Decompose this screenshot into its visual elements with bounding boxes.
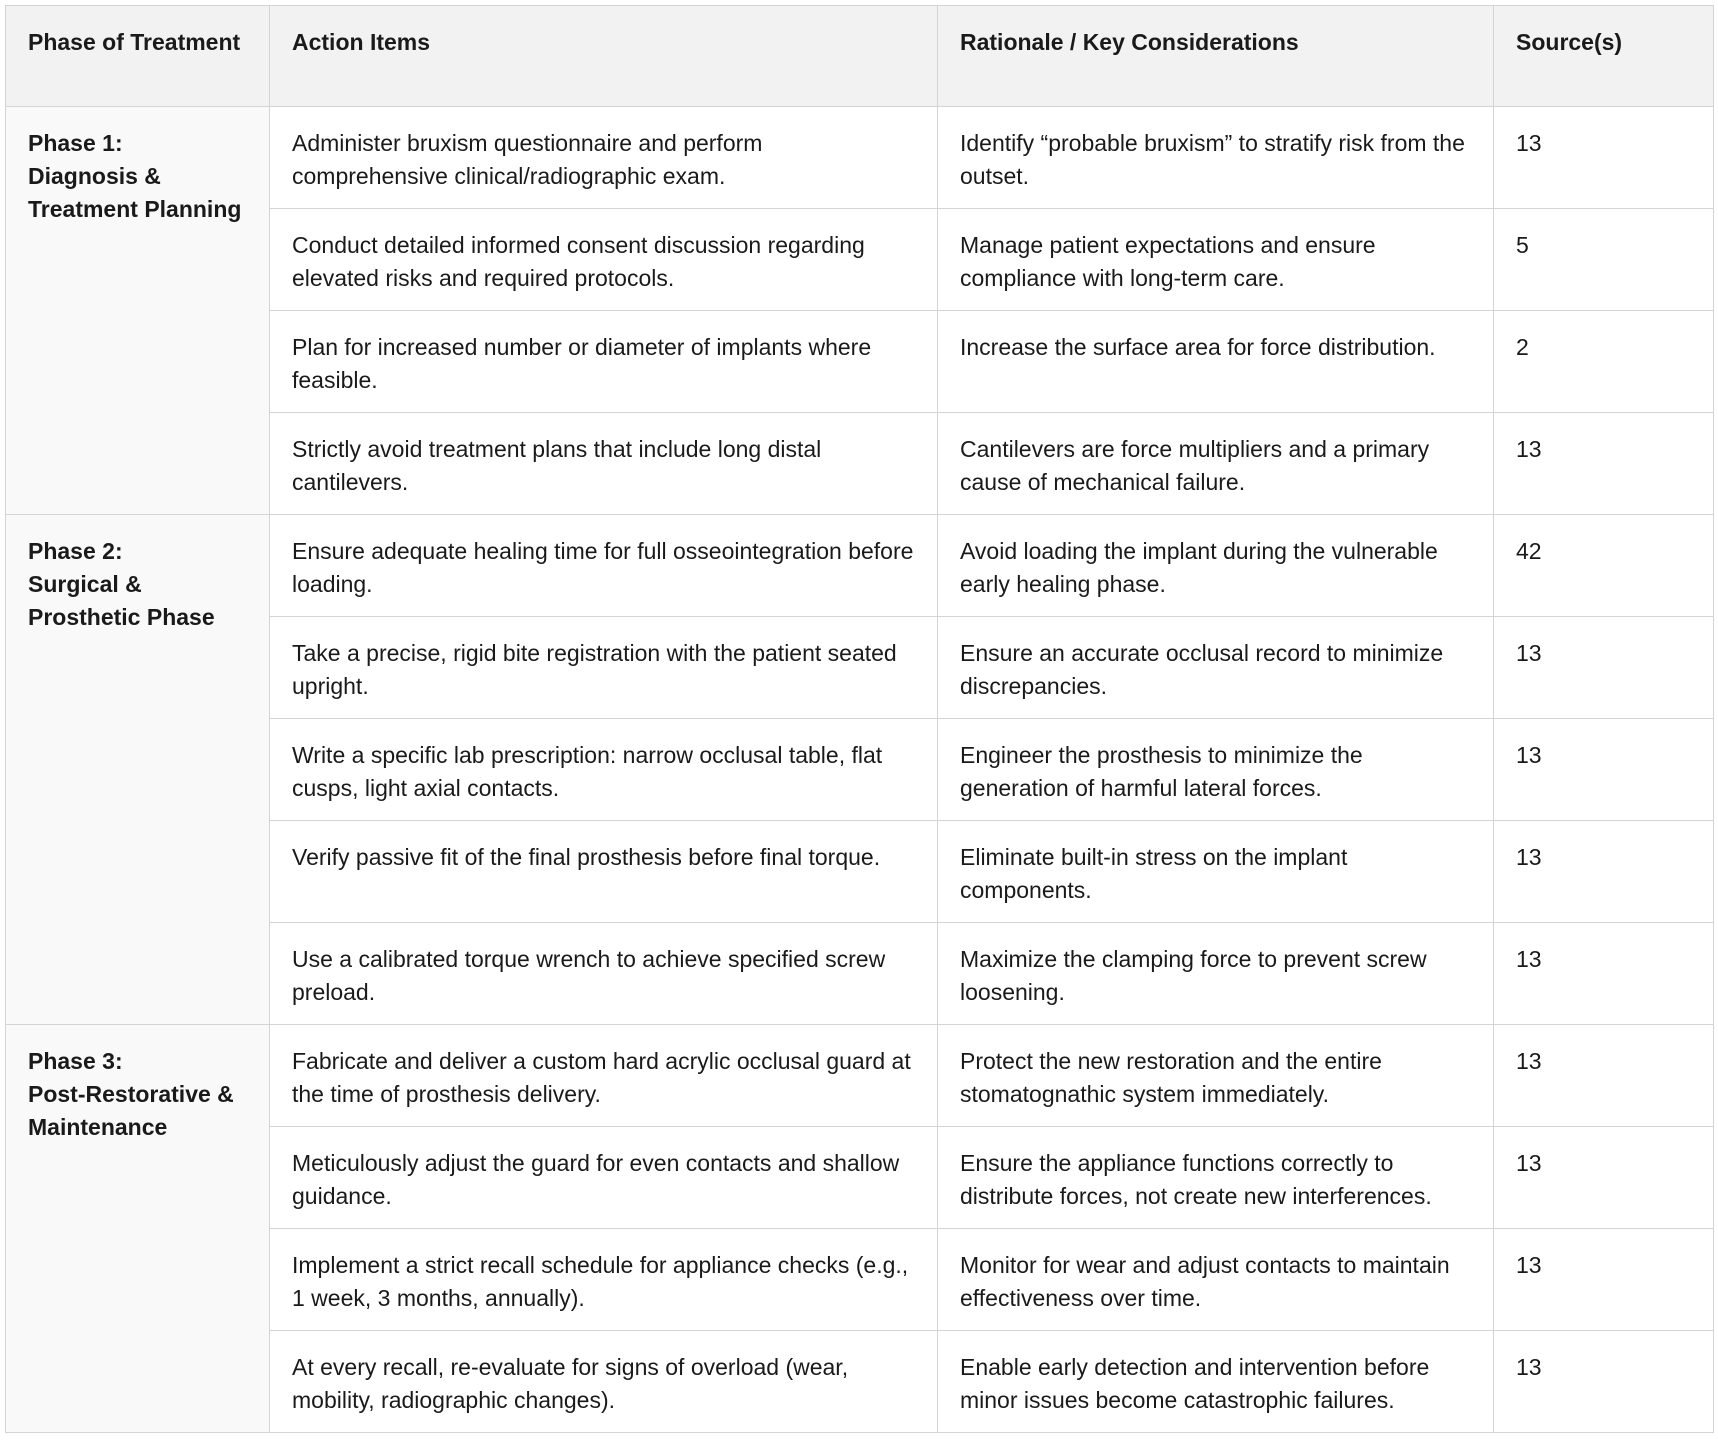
action-item-cell: Administer bruxism questionnaire and perform comprehensive clinical/radiographic exam.	[270, 107, 938, 209]
source-ref-cell: 13	[1494, 617, 1714, 719]
action-item-cell: Write a specific lab prescription: narrow occlusal table, flat cusps, light axial contacts.	[270, 719, 938, 821]
rationale-cell: Enable early detection and intervention before minor issues become catastrophic failures.	[938, 1331, 1494, 1433]
rationale-cell: Avoid loading the implant during the vulnerable early healing phase.	[938, 515, 1494, 617]
table-header	[6, 6, 1714, 107]
table-body	[6, 107, 1714, 1433]
source-ref-cell: 13	[1494, 821, 1714, 923]
action-item-cell: Fabricate and deliver a custom hard acrylic occlusal guard at the time of prosthesis delivery.	[270, 1025, 938, 1127]
phase-subtitle: Diagnosis & Treatment Planning	[28, 163, 242, 222]
source-ref-cell: 13	[1494, 413, 1714, 515]
source-ref-cell: 13	[1494, 1127, 1714, 1229]
table-row	[6, 107, 1714, 209]
phase-cell-1	[6, 107, 270, 515]
phase-cell-3	[6, 1025, 270, 1433]
action-item-cell: Use a calibrated torque wrench to achieve specified screw preload.	[270, 923, 938, 1025]
action-item-cell: Meticulously adjust the guard for even contacts and shallow guidance.	[270, 1127, 938, 1229]
rationale-cell: Ensure the appliance functions correctly to distribute forces, not create new interferences.	[938, 1127, 1494, 1229]
header-phase: Phase of Treatment	[6, 6, 270, 107]
rationale-cell: Maximize the clamping force to prevent screw loosening.	[938, 923, 1494, 1025]
source-ref-cell: 13	[1494, 923, 1714, 1025]
action-item-cell: Strictly avoid treatment plans that include long distal cantilevers.	[270, 413, 938, 515]
phase-title: Phase 2:	[28, 538, 123, 564]
action-item-cell: Ensure adequate healing time for full osseointegration before loading.	[270, 515, 938, 617]
rationale-cell: Monitor for wear and adjust contacts to maintain effectiveness over time.	[938, 1229, 1494, 1331]
source-ref-cell: 13	[1494, 1331, 1714, 1433]
phase-cell-2	[6, 515, 270, 1025]
source-ref-cell: 2	[1494, 311, 1714, 413]
phase-subtitle: Surgical & Prosthetic Phase	[28, 571, 215, 630]
action-item-cell: Implement a strict recall schedule for appliance checks (e.g., 1 week, 3 months, annually).	[270, 1229, 938, 1331]
action-item-cell: Conduct detailed informed consent discussion regarding elevated risks and required protocols.	[270, 209, 938, 311]
header-rationale: Rationale / Key Considerations	[938, 6, 1494, 107]
source-ref-cell: 13	[1494, 1229, 1714, 1331]
rationale-cell: Engineer the prosthesis to minimize the generation of harmful lateral forces.	[938, 719, 1494, 821]
source-ref-cell: 13	[1494, 719, 1714, 821]
rationale-cell: Cantilevers are force multipliers and a primary cause of mechanical failure.	[938, 413, 1494, 515]
rationale-cell: Increase the surface area for force distribution.	[938, 311, 1494, 413]
treatment-protocol-table	[5, 5, 1714, 1433]
rationale-cell: Protect the new restoration and the entire stomatognathic system immediately.	[938, 1025, 1494, 1127]
header-row	[6, 6, 1714, 107]
rationale-cell: Manage patient expectations and ensure compliance with long-term care.	[938, 209, 1494, 311]
rationale-cell: Identify “probable bruxism” to stratify risk from the outset.	[938, 107, 1494, 209]
source-ref-cell: 13	[1494, 1025, 1714, 1127]
header-action-items: Action Items	[270, 6, 938, 107]
source-ref-cell: 5	[1494, 209, 1714, 311]
table-row	[6, 1025, 1714, 1127]
action-item-cell: At every recall, re-evaluate for signs of overload (wear, mobility, radiographic changes).	[270, 1331, 938, 1433]
action-item-cell: Plan for increased number or diameter of implants where feasible.	[270, 311, 938, 413]
action-item-cell: Take a precise, rigid bite registration with the patient seated upright.	[270, 617, 938, 719]
action-item-cell: Verify passive fit of the final prosthesis before final torque.	[270, 821, 938, 923]
rationale-cell: Eliminate built-in stress on the implant components.	[938, 821, 1494, 923]
phase-subtitle: Post-Restorative & Maintenance	[28, 1081, 234, 1140]
header-sources: Source(s)	[1494, 6, 1714, 107]
phase-title: Phase 1:	[28, 130, 123, 156]
rationale-cell: Ensure an accurate occlusal record to minimize discrepancies.	[938, 617, 1494, 719]
phase-title: Phase 3:	[28, 1048, 123, 1074]
source-ref-cell: 13	[1494, 107, 1714, 209]
source-ref-cell: 42	[1494, 515, 1714, 617]
table-row	[6, 515, 1714, 617]
